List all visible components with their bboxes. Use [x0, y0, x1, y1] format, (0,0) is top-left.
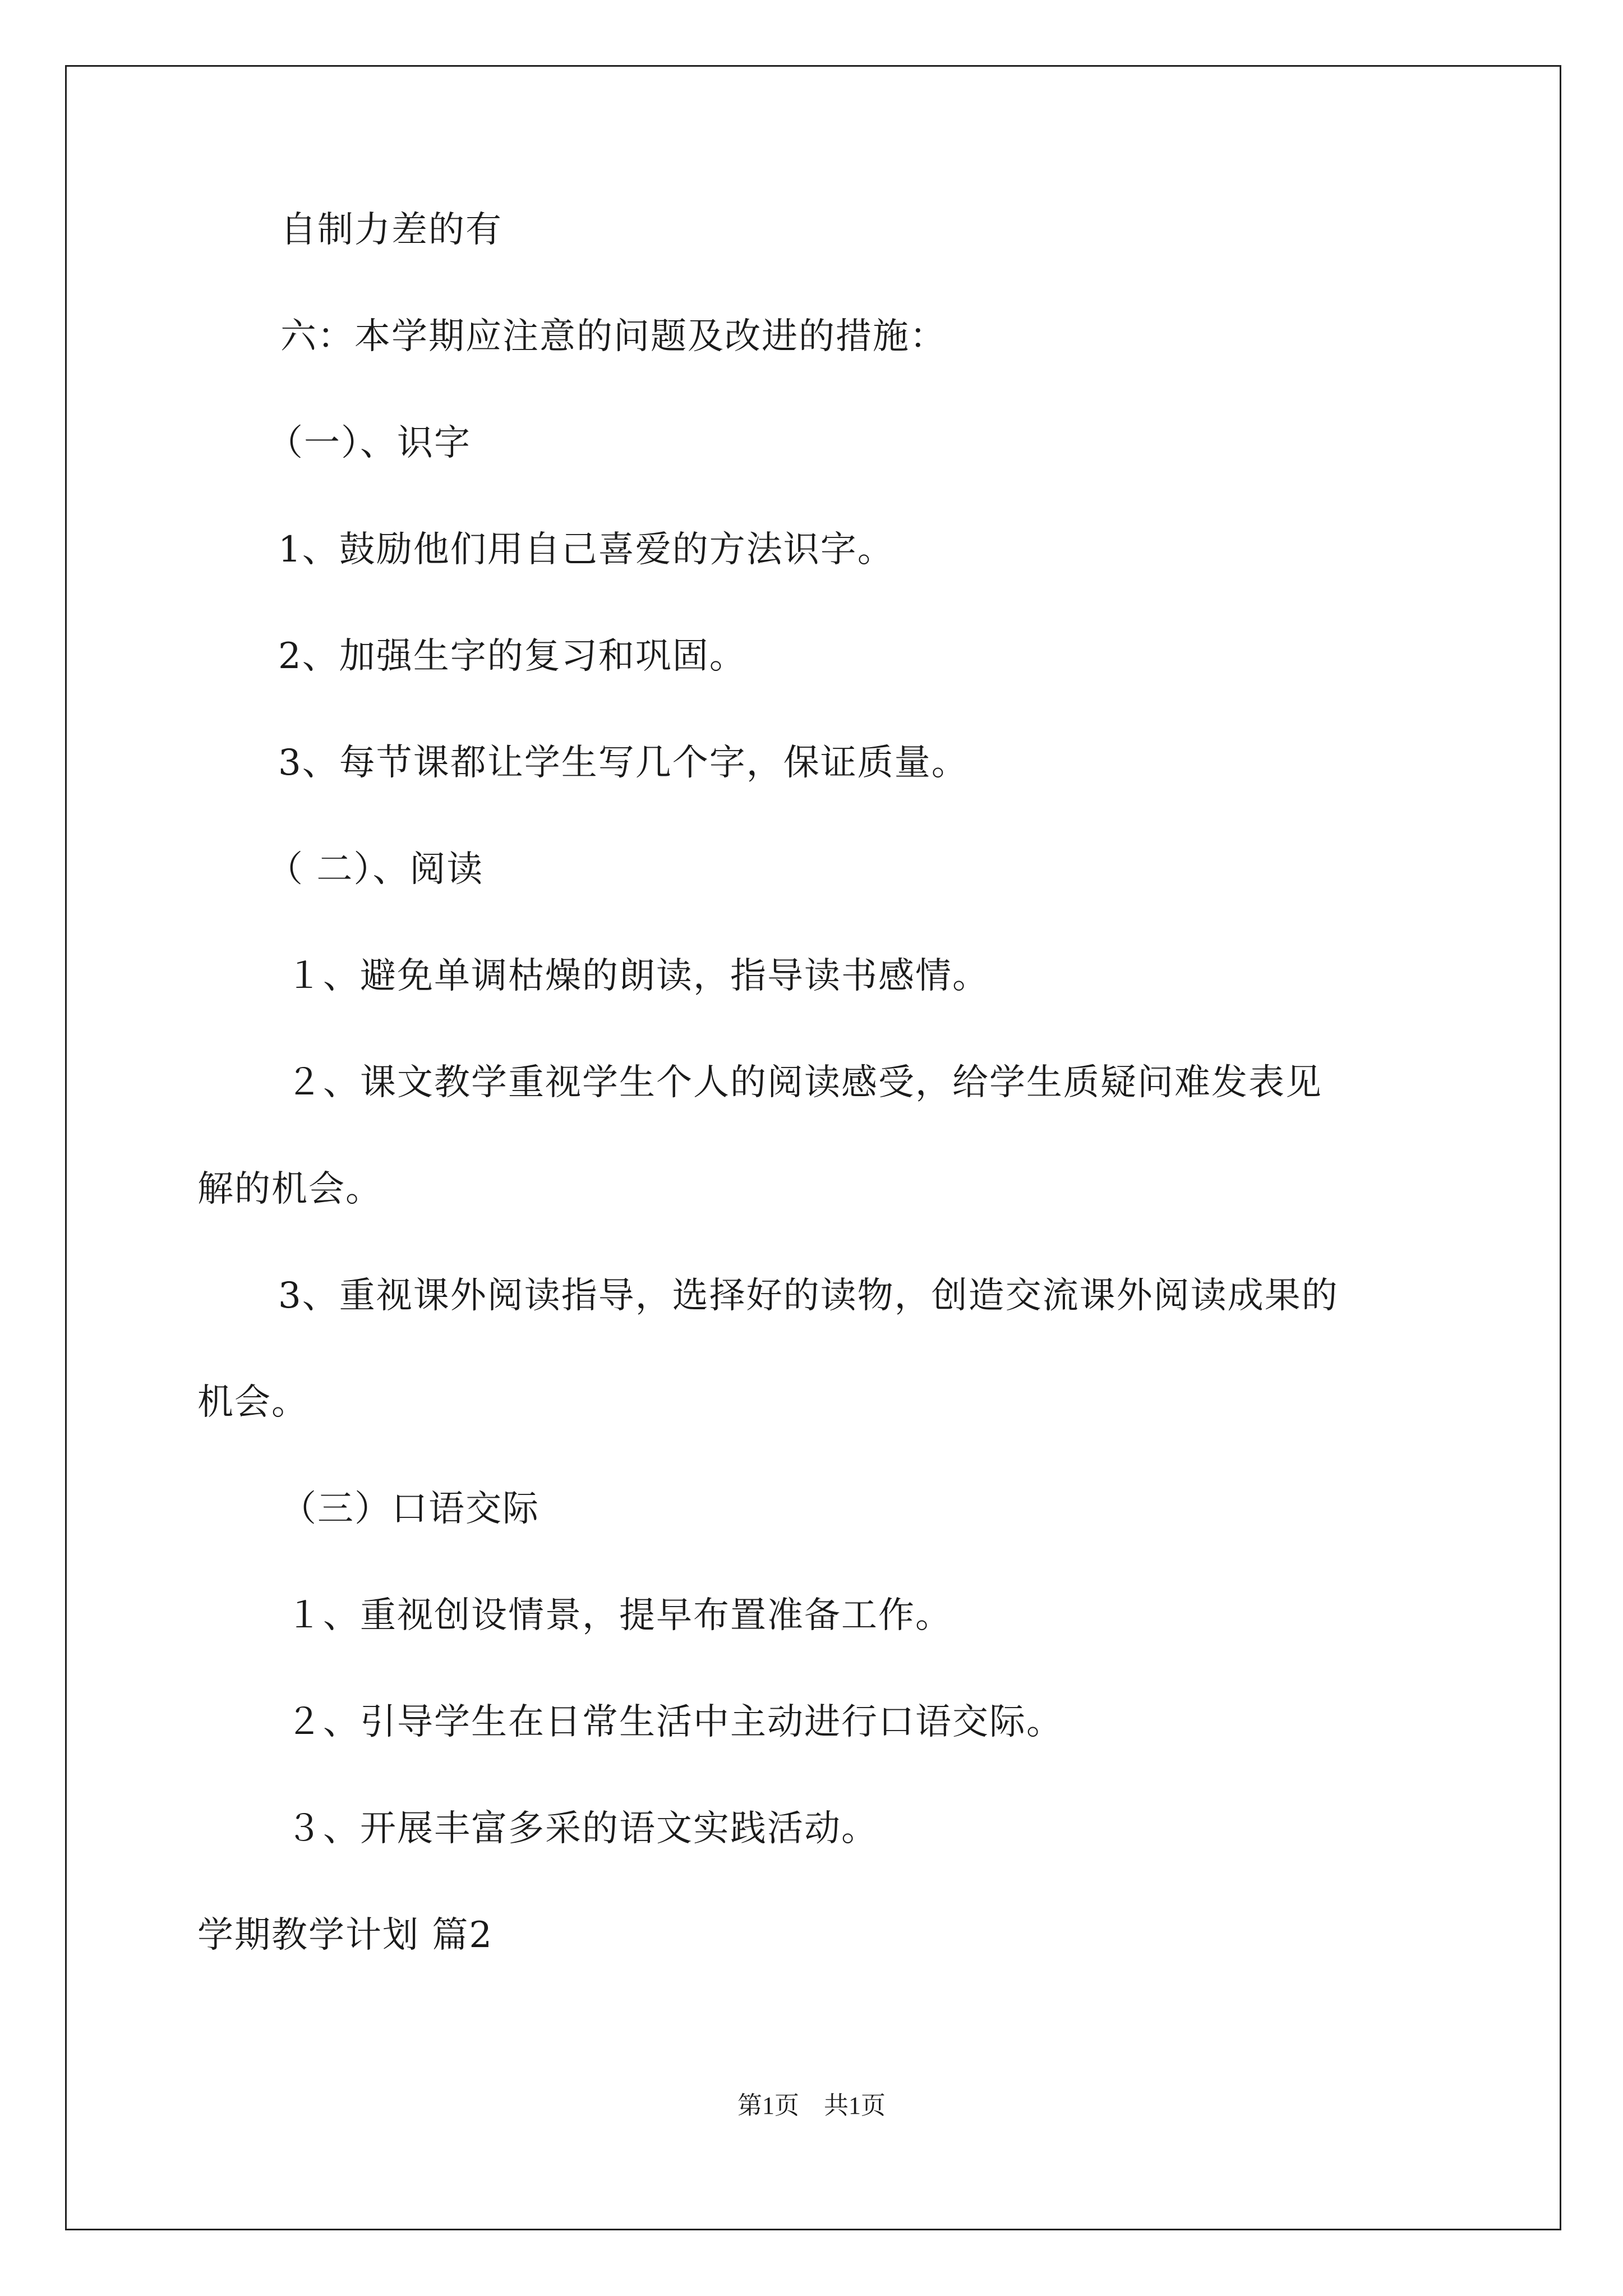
page-footer: 第1页 共1页 [737, 2092, 886, 2119]
reading-item-3: 3、重视课外阅读指导，选择好的读物，创造交流课外阅读成果的 [278, 1275, 1339, 1317]
literacy-item-3: 3、每节课都让学生写几个字，保证质量。 [278, 742, 969, 784]
text-line-1: 自制力差的有 [280, 209, 502, 251]
reading-item-1: １、避免单调枯燥的朗读，指导读书感情。 [286, 955, 989, 997]
oral-item-1: １、重视创设情景，提早布置准备工作。 [286, 1595, 952, 1636]
oral-item-2: ２、引导学生在日常生活中主动进行口语交际。 [286, 1701, 1063, 1743]
subsection-oral-heading: （三）口语交际 [280, 1488, 540, 1530]
section-six-heading: 六：本学期应注意的问题及改进的措施： [280, 316, 947, 357]
next-section-title: 学期教学计划 篇2 [197, 1915, 494, 1956]
subsection-reading-heading: （ 二）、阅读 [267, 849, 484, 890]
oral-item-3: ３、开展丰富多采的语文实践活动。 [286, 1808, 878, 1849]
literacy-item-2: 2、加强生字的复习和巩固。 [278, 636, 746, 677]
reading-item-2: ２、课文教学重视学生个人的阅读感受，给学生质疑问难发表见 [286, 1062, 1322, 1103]
literacy-item-1: 1、鼓励他们用自己喜爱的方法识字。 [278, 529, 895, 570]
subsection-literacy-heading: （一）、识字 [267, 422, 471, 464]
page-border [65, 65, 1561, 2230]
reading-item-3-continued: 机会。 [197, 1382, 308, 1423]
reading-item-2-continued: 解的机会。 [197, 1168, 382, 1210]
